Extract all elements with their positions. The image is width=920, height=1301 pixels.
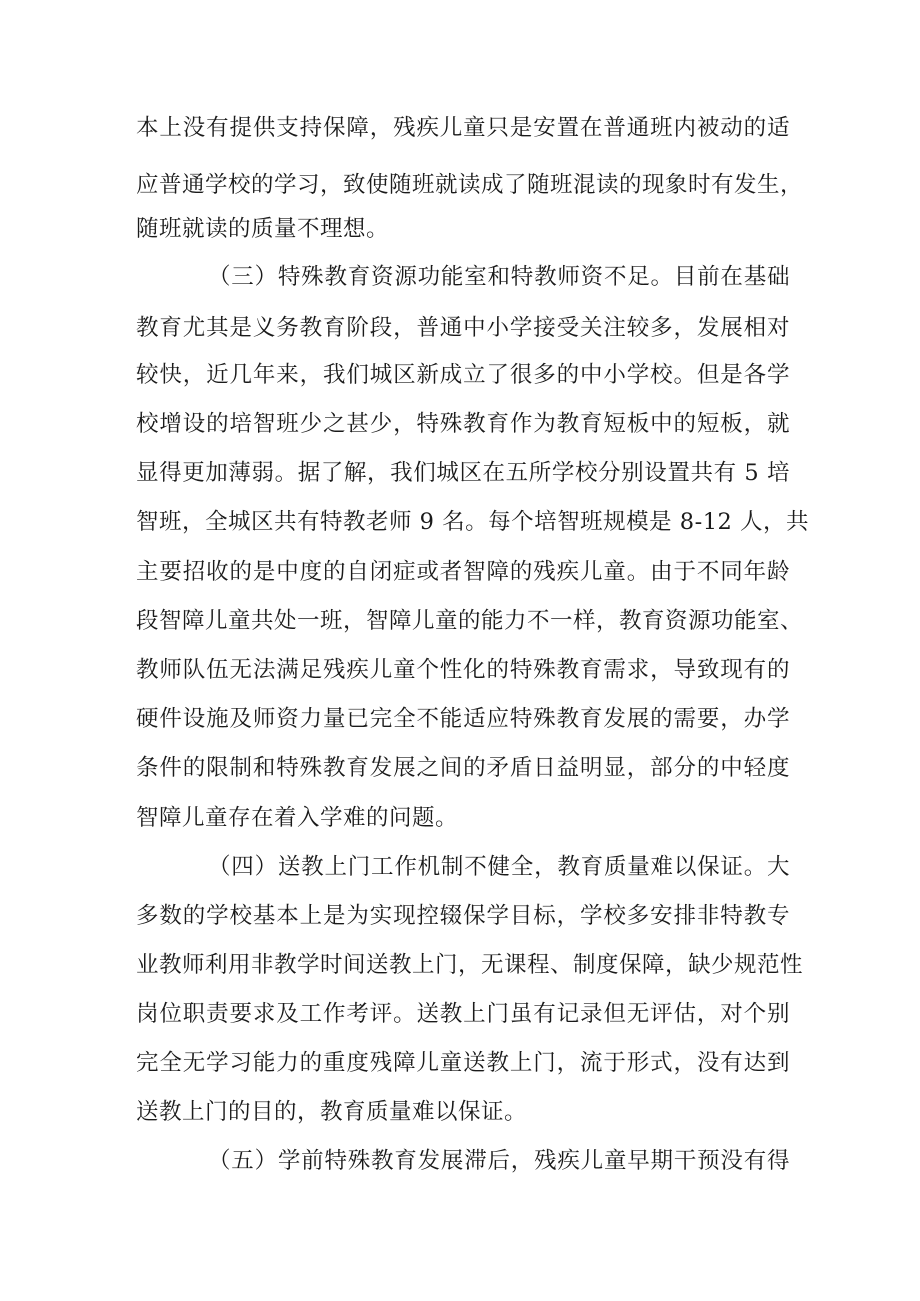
text-line: 段智障儿童共处一班，智障儿童的能力不一样，教育资源功能室、: [136, 608, 804, 634]
text-line: 教师队伍无法满足残疾儿童个性化的特殊教育需求，导致现有的: [136, 657, 790, 683]
text-line: 条件的限制和特殊教育发展之间的矛盾日益明显，部分的中轻度: [136, 755, 790, 781]
text-line: 显得更加薄弱。据了解，我们城区在五所学校分别设置共有 5 培: [136, 460, 790, 486]
text-line: 硬件设施及师资力量已完全不能适应特殊教育发展的需要，办学: [136, 706, 790, 732]
text-line: 随班就读的质量不理想。: [136, 216, 390, 242]
text-line: 应普通学校的学习，致使随班就读成了随班混读的现象时有发生，: [136, 172, 804, 198]
text-line: 主要招收的是中度的自闭症或者智障的残疾儿童。由于不同年龄: [136, 559, 790, 585]
text-line: 岗位职责要求及工作考评。送教上门虽有记录但无评估，对个别: [136, 1001, 790, 1027]
text-line: 校增设的培智班少之甚少，特殊教育作为教育短板中的短板，就: [136, 411, 790, 437]
text-line: 智班，全城区共有特教老师 9 名。每个培智班规模是 8-12 人，共: [136, 509, 809, 535]
section-heading-5: （五）学前特殊教育发展滞后，残疾儿童早期干预没有得: [208, 1148, 790, 1174]
text-line: 本上没有提供支持保障，残疾儿童只是安置在普通班内被动的适: [136, 115, 790, 141]
text-line: 多数的学校基本上是为实现控辍保学目标，学校多安排非特教专: [136, 903, 790, 929]
text-line: 教育尤其是义务教育阶段，普通中小学接受关注较多，发展相对: [136, 315, 790, 341]
text-line: 业教师利用非教学时间送教上门，无课程、制度保障，缺少规范性: [136, 952, 804, 978]
text-line: 较快，近几年来，我们城区新成立了很多的中小学校。但是各学: [136, 362, 790, 388]
text-line: 完全无学习能力的重度残障儿童送教上门，流于形式，没有达到: [136, 1050, 790, 1076]
text-line: 送教上门的目的，教育质量难以保证。: [136, 1099, 528, 1125]
section-heading-4: （四）送教上门工作机制不健全，教育质量难以保证。大: [208, 854, 790, 880]
text-line: 智障儿童存在着入学难的问题。: [136, 805, 459, 831]
section-heading-3: （三）特殊教育资源功能室和特教师资不足。目前在基础: [208, 264, 790, 290]
